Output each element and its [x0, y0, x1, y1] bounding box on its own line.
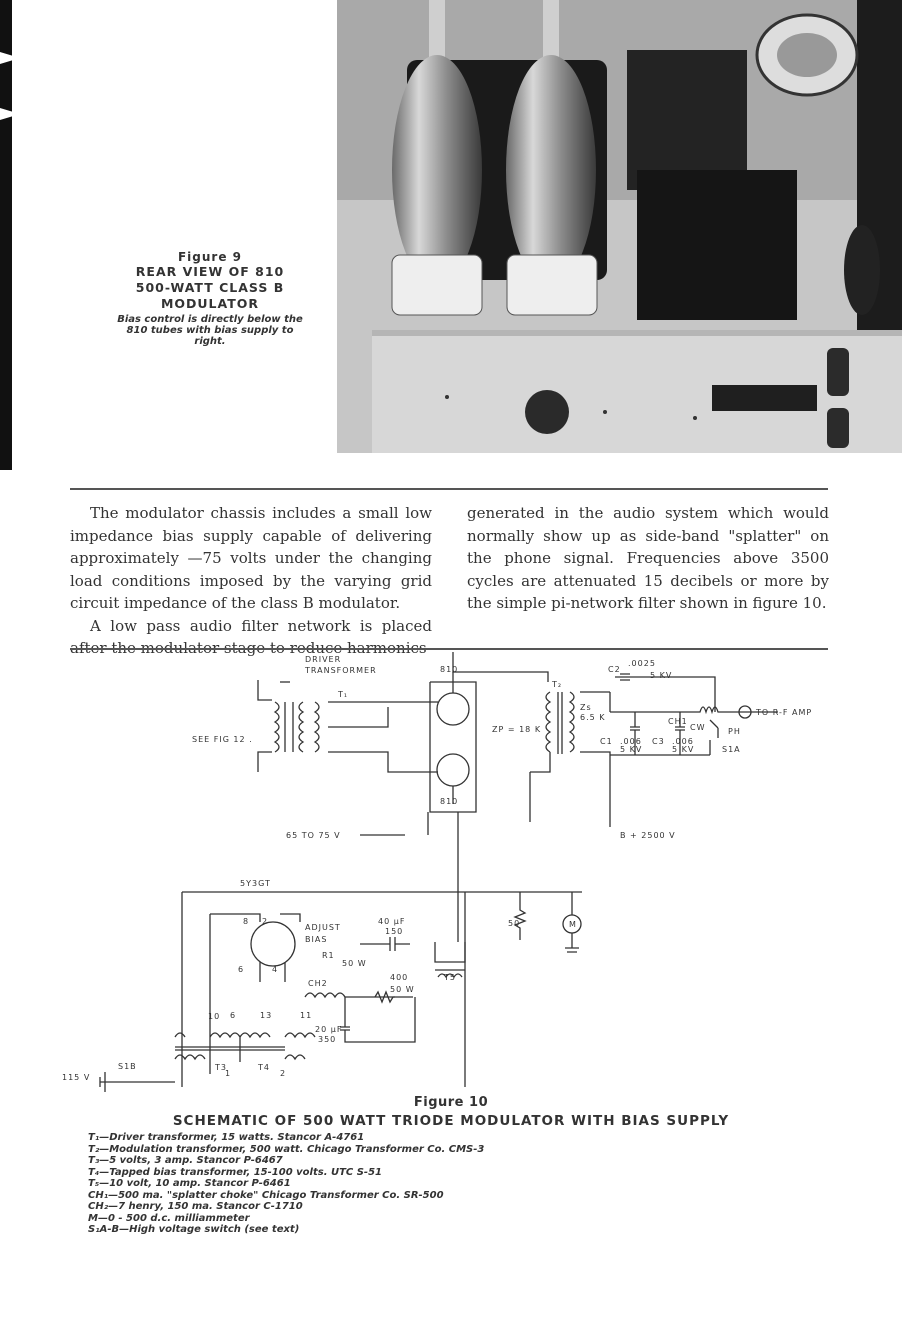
rectifier-label: 5Y3GT — [240, 879, 271, 888]
pin2-label: 2 — [262, 917, 269, 926]
modulator-photo — [337, 0, 902, 453]
figure9-caption — [95, 250, 325, 347]
p1-label: 1 — [225, 1069, 232, 1078]
adjust-bias-label-1: ADJUST — [305, 923, 341, 932]
schematic-diagram — [60, 652, 840, 1092]
parts-list-item: T₁—Driver transformer, 15 watts. Stancor A-4761 — [88, 1132, 365, 1143]
body-paragraph: generated in the audio system which would normally show up as side-band "splatter" on the phone signal. Frequencies above 3500 cycles are attenuated 15 decibels or more by the simple pi-network filter shown in figure 10. — [467, 504, 829, 612]
cap40-label: 40 µF — [378, 917, 406, 926]
p6-label: 6 — [230, 1011, 237, 1020]
parts-list-item: T₃—5 volts, 3 amp. Stancor P-6467 — [88, 1155, 283, 1166]
middle-rule — [70, 648, 828, 650]
ac-label: 115 V — [62, 1073, 91, 1082]
parts-list-item: T₅—10 volt, 10 amp. Stancor P-6461 — [88, 1178, 291, 1189]
c3-kv: 5 KV — [672, 745, 695, 754]
r1-label: R1 — [322, 951, 335, 960]
c2-kv: 5 KV — [650, 671, 673, 680]
p10-label: 10 — [208, 1012, 221, 1021]
tube-label-top: 810 — [440, 665, 459, 674]
figure9-title-line2: 500-WATT CLASS B — [135, 280, 285, 295]
s1a-label: S1A — [722, 745, 741, 754]
zp-label: ZP = 18 K — [492, 725, 542, 734]
pin8-label: 8 — [243, 917, 250, 926]
body-paragraph: A low pass audio filter network is placed after the modulator stage to reduce harmonics — [70, 616, 432, 657]
figure9-description: Bias control is directly below the 810 tubes with bias supply to right. — [117, 314, 303, 347]
cw-label: CW — [690, 723, 706, 732]
c1-kv: 5 KV — [620, 745, 643, 754]
tube-label-bottom: 810 — [440, 797, 459, 806]
parts-list-item: M—0 - 500 d.c. milliammeter — [88, 1212, 250, 1224]
body-paragraph: The modulator chassis includes a small low impedance bias supply capable of delivering approximately —75 volts under the changing load conditions imposed by the varying grid circuit impedance of the class B modulator. — [70, 504, 432, 612]
ph-label: PH — [728, 727, 741, 736]
top-rule — [70, 488, 828, 490]
r50-label: 50 — [508, 919, 521, 928]
parts-list-item: CH₂—7 henry, 150 ma. Stancor C-1710 — [88, 1201, 303, 1212]
adjust-bias-label-2: BIAS — [305, 935, 328, 944]
c1-value: .006 — [620, 737, 642, 746]
p13-label: 13 — [260, 1011, 273, 1020]
parts-list-item: S₁A-B—High voltage switch (see text) — [88, 1224, 300, 1235]
parts-list-item: CH₁—500 ma. "splatter choke" Chicago Transformer Co. SR-500 — [88, 1189, 444, 1201]
c1-label: C1 — [600, 737, 613, 746]
t1-label: T₁ — [338, 690, 349, 699]
pin6-label: 6 — [238, 965, 245, 974]
parts-list-item: T₂—Modulation transformer, 500 watt. Chicago Transformer Co. CMS-3 — [88, 1143, 485, 1155]
t3-label: T3 — [215, 1063, 227, 1072]
driver-transformer-label-2: TRANSFORMER — [305, 666, 377, 675]
r1-value: 50 W — [342, 959, 367, 968]
figure9-title-line3: MODULATOR — [160, 296, 260, 311]
meter-label: M — [569, 920, 577, 929]
t4-label: T4 — [258, 1063, 270, 1072]
figure9-title-line1: REAR VIEW OF 810 — [135, 264, 285, 279]
c3-value: .006 — [672, 737, 694, 746]
zs-label: Zs — [580, 703, 592, 712]
parts-list-item: T₄—Tapped bias transformer, 15-100 volts. UTC S-51 — [88, 1166, 382, 1178]
cap20-voltage: 350 — [318, 1035, 337, 1044]
cap20-label: 20 µF — [315, 1025, 343, 1034]
c3-label: C3 — [652, 737, 665, 746]
to-rf-label: TO R-F AMP — [756, 708, 813, 717]
zs-value: 6.5 K — [580, 713, 606, 722]
driver-transformer-label-1: DRIVER — [305, 655, 342, 664]
t2-label: T₂ — [552, 680, 563, 689]
r400-label: 400 — [390, 973, 409, 982]
c2-value: .0025 — [628, 659, 656, 668]
s1b-label: S1B — [118, 1062, 137, 1071]
b-plus-label: B + 2500 V — [620, 831, 676, 840]
body-right-column — [467, 502, 829, 615]
see-fig-label: SEE FIG 12 . — [192, 735, 253, 744]
ch1-label: CH1 — [668, 717, 688, 726]
r400-watts: 50 W — [390, 985, 415, 994]
cap40-voltage: 150 — [385, 927, 404, 936]
bias-range-label: 65 TO 75 V — [286, 831, 341, 840]
t5-label: T5 — [444, 973, 456, 982]
figure9-label: Figure 9 — [177, 250, 243, 264]
p11-label: 11 — [300, 1011, 313, 1020]
p2-label: 2 — [280, 1069, 287, 1078]
figure10-label: Figure 10 — [413, 1095, 489, 1110]
figure10-title: SCHEMATIC OF 500 WATT TRIODE MODULATOR WITH BIAS SUPPLY — [172, 1113, 730, 1129]
parts-list — [88, 1132, 484, 1236]
pin4-label: 4 — [272, 965, 279, 974]
page-edge-bar — [0, 0, 12, 470]
body-left-column — [70, 502, 432, 660]
ch2-label: CH2 — [308, 979, 328, 988]
c2-label: C2 — [608, 665, 621, 674]
